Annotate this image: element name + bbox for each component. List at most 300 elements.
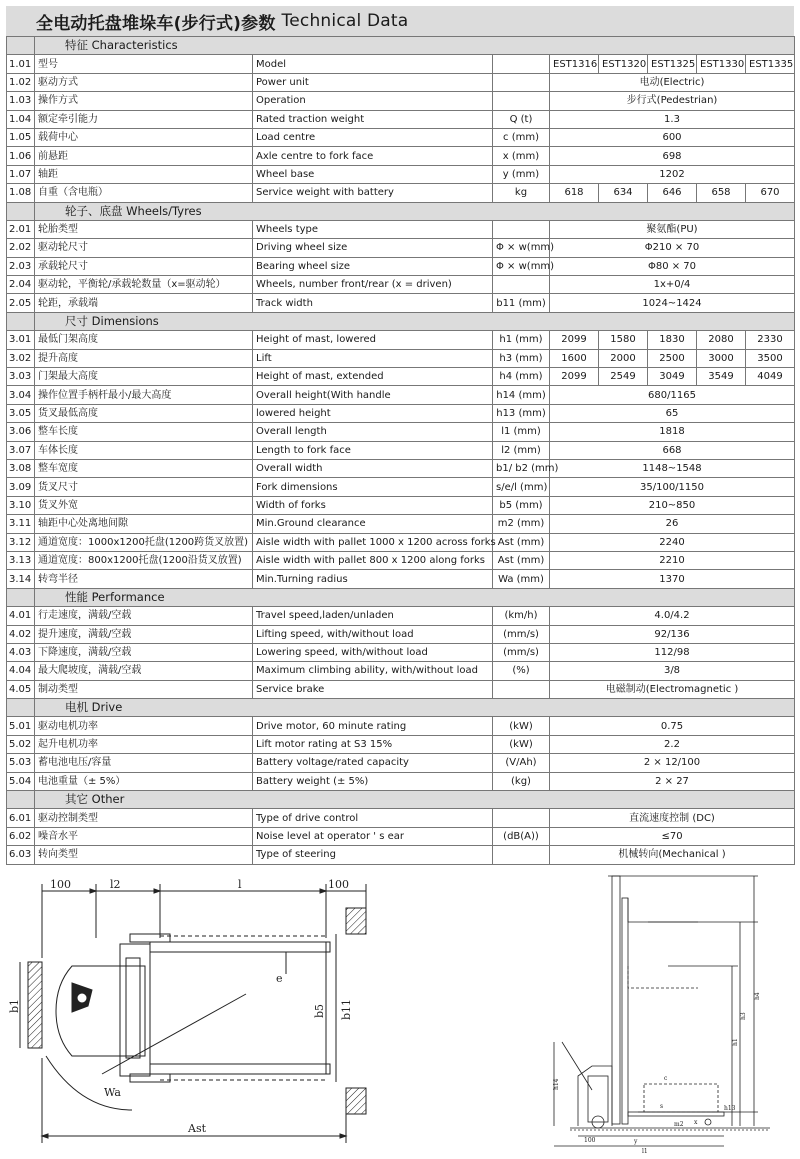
row-value: 2210	[550, 551, 795, 569]
row-number: 4.02	[7, 625, 35, 643]
row-label-cn: 自重（含电瓶）	[35, 184, 253, 202]
row-value: 658	[697, 184, 746, 202]
row-number: 5.03	[7, 754, 35, 772]
row-label-cn: 行走速度，满载/空载	[35, 607, 253, 625]
row-label-cn: 通道宽度：800x1200托盘(1200沿货叉放置)	[35, 551, 253, 569]
row-label-en: Lift motor rating at S3 15%	[253, 735, 493, 753]
row-label-cn: 整车宽度	[35, 459, 253, 477]
side-view-diagram	[548, 870, 788, 1155]
row-label-en: Axle centre to fork face	[253, 147, 493, 165]
row-number: 4.03	[7, 643, 35, 661]
row-number: 3.14	[7, 570, 35, 588]
row-value: 2 × 12/100	[550, 754, 795, 772]
section-header	[7, 791, 795, 809]
row-unit: h4 (mm)	[493, 368, 550, 386]
table-row	[7, 607, 795, 625]
table-row	[7, 625, 795, 643]
row-label-cn: 驱动轮，平衡轮/承载轮数量（x=驱动轮）	[35, 276, 253, 294]
row-value: 634	[599, 184, 648, 202]
row-unit: l2 (mm)	[493, 441, 550, 459]
row-label-en: Min.Turning radius	[253, 570, 493, 588]
row-value: Φ210 × 70	[550, 239, 795, 257]
row-unit: x (mm)	[493, 147, 550, 165]
row-label-cn: 轮距，承载端	[35, 294, 253, 312]
dim-x: x	[694, 1119, 698, 1126]
title-cn: 全电动托盘堆垛车(步行式)参数	[36, 13, 276, 34]
row-label-cn: 货叉最低高度	[35, 404, 253, 422]
section-header	[7, 588, 795, 606]
row-label-en: Model	[253, 55, 493, 73]
row-number: 3.03	[7, 368, 35, 386]
row-label-cn: 轴距中心处离地间隙	[35, 515, 253, 533]
dim-100-right: 100	[328, 878, 349, 891]
row-value: 1580	[599, 331, 648, 349]
row-value: 2549	[599, 368, 648, 386]
row-label-cn: 驱动控制类型	[35, 809, 253, 827]
dim-h1: h1	[732, 1038, 739, 1046]
row-value: EST1325	[648, 55, 697, 73]
row-value: 112/98	[550, 643, 795, 661]
row-unit: b5 (mm)	[493, 496, 550, 514]
row-unit: h1 (mm)	[493, 331, 550, 349]
row-number: 6.01	[7, 809, 35, 827]
row-value: 618	[550, 184, 599, 202]
table-row	[7, 515, 795, 533]
row-label-cn: 转向类型	[35, 846, 253, 864]
row-unit: h3 (mm)	[493, 349, 550, 367]
dim-b1: b1	[8, 998, 21, 1013]
row-label-en: Overall height(With handle	[253, 386, 493, 404]
row-label-en: Travel speed,laden/unladen	[253, 607, 493, 625]
row-value: 600	[550, 128, 795, 146]
section-header	[7, 312, 795, 330]
row-unit: l1 (mm)	[493, 423, 550, 441]
table-row	[7, 404, 795, 422]
row-value: 1370	[550, 570, 795, 588]
row-number: 1.06	[7, 147, 35, 165]
row-label-cn: 轮胎类型	[35, 220, 253, 238]
table-row	[7, 239, 795, 257]
row-value: Φ80 × 70	[550, 257, 795, 275]
row-number: 1.02	[7, 73, 35, 91]
row-value: 2099	[550, 368, 599, 386]
table-row	[7, 680, 795, 698]
dim-wa: Wa	[104, 1086, 121, 1099]
row-label-cn: 操作位置手柄杆最小/最大高度	[35, 386, 253, 404]
row-label-cn: 制动类型	[35, 680, 253, 698]
row-unit	[493, 55, 550, 73]
table-row	[7, 459, 795, 477]
row-label-cn: 型号	[35, 55, 253, 73]
row-label-en: Load centre	[253, 128, 493, 146]
row-unit: kg	[493, 184, 550, 202]
row-number: 1.04	[7, 110, 35, 128]
row-value: 668	[550, 441, 795, 459]
table-row	[7, 147, 795, 165]
row-unit: (mm/s)	[493, 625, 550, 643]
row-value: 2500	[648, 349, 697, 367]
row-unit: (%)	[493, 662, 550, 680]
row-label-cn: 货叉尺寸	[35, 478, 253, 496]
row-value: 1818	[550, 423, 795, 441]
row-value: 698	[550, 147, 795, 165]
row-label-en: Type of drive control	[253, 809, 493, 827]
table-row	[7, 73, 795, 91]
row-value: EST1330	[697, 55, 746, 73]
row-value: 646	[648, 184, 697, 202]
row-number: 1.03	[7, 92, 35, 110]
row-value: 3500	[746, 349, 795, 367]
row-number: 1.01	[7, 55, 35, 73]
row-label-en: Lifting speed, with/without load	[253, 625, 493, 643]
section-blank	[7, 699, 35, 717]
row-label-cn: 货叉外宽	[35, 496, 253, 514]
row-value: 1x+0/4	[550, 276, 795, 294]
row-number: 3.02	[7, 349, 35, 367]
row-label-en: Length to fork face	[253, 441, 493, 459]
row-value: 电磁制动(Electromagnetic )	[550, 680, 795, 698]
row-label-en: Wheels type	[253, 220, 493, 238]
row-label-cn: 前悬距	[35, 147, 253, 165]
row-number: 3.11	[7, 515, 35, 533]
row-unit: (kW)	[493, 717, 550, 735]
row-number: 2.02	[7, 239, 35, 257]
row-label-cn: 载荷中心	[35, 128, 253, 146]
row-value: 机械转向(Mechanical )	[550, 846, 795, 864]
row-label-en: Bearing wheel size	[253, 257, 493, 275]
row-label-cn: 最大爬坡度，满载/空载	[35, 662, 253, 680]
row-number: 1.08	[7, 184, 35, 202]
dim-c: c	[664, 1075, 668, 1082]
row-label-en: Service weight with battery	[253, 184, 493, 202]
row-value: 2240	[550, 533, 795, 551]
section-title: 电机 Drive	[35, 699, 795, 717]
row-value: 3549	[697, 368, 746, 386]
section-header	[7, 699, 795, 717]
table-row	[7, 276, 795, 294]
row-value: 电动(Electric)	[550, 73, 795, 91]
row-value: EST1335	[746, 55, 795, 73]
row-label-en: Battery voltage/rated capacity	[253, 754, 493, 772]
row-value: 65	[550, 404, 795, 422]
dim-h13: h13	[724, 1105, 736, 1112]
section-header	[7, 202, 795, 220]
row-unit: (kW)	[493, 735, 550, 753]
row-value: 2330	[746, 331, 795, 349]
row-unit: s/e/l (mm)	[493, 478, 550, 496]
row-label-en: Aisle width with pallet 1000 x 1200 across forks	[253, 533, 493, 551]
row-label-en: Noise level at operator ' s ear	[253, 827, 493, 845]
dim-ast: Ast	[188, 1122, 207, 1135]
row-label-cn: 提升速度，满载/空载	[35, 625, 253, 643]
row-unit	[493, 73, 550, 91]
row-number: 3.12	[7, 533, 35, 551]
dim-h14: h14	[553, 1078, 560, 1090]
row-number: 3.01	[7, 331, 35, 349]
dim-b11: b11	[340, 998, 353, 1020]
section-title: 轮子、底盘 Wheels/Tyres	[35, 202, 795, 220]
dim-m2: m2	[674, 1121, 684, 1128]
table-row	[7, 184, 795, 202]
row-label-cn: 提升高度	[35, 349, 253, 367]
row-value: 35/100/1150	[550, 478, 795, 496]
row-label-en: Service brake	[253, 680, 493, 698]
row-value: 2080	[697, 331, 746, 349]
row-unit: Wa (mm)	[493, 570, 550, 588]
row-number: 2.03	[7, 257, 35, 275]
row-label-cn: 驱动电机功率	[35, 717, 253, 735]
section-blank	[7, 312, 35, 330]
dim-l1: l1	[642, 1148, 648, 1155]
row-value: 1.3	[550, 110, 795, 128]
table-row	[7, 846, 795, 864]
row-number: 6.03	[7, 846, 35, 864]
row-label-en: Operation	[253, 92, 493, 110]
table-row	[7, 717, 795, 735]
dim-b5: b5	[313, 1003, 326, 1018]
row-unit: (km/h)	[493, 607, 550, 625]
dim-l: l	[238, 878, 242, 891]
table-row	[7, 643, 795, 661]
row-label-cn: 通道宽度：1000x1200托盘(1200跨货叉放置)	[35, 533, 253, 551]
row-number: 3.05	[7, 404, 35, 422]
row-label-cn: 驱动方式	[35, 73, 253, 91]
row-number: 5.01	[7, 717, 35, 735]
table-row	[7, 478, 795, 496]
table-row	[7, 331, 795, 349]
row-label-en: Battery weight (± 5%)	[253, 772, 493, 790]
row-label-en: Overall width	[253, 459, 493, 477]
table-row	[7, 662, 795, 680]
section-blank	[7, 202, 35, 220]
row-label-en: Height of mast, extended	[253, 368, 493, 386]
row-label-en: Fork dimensions	[253, 478, 493, 496]
row-label-en: Width of forks	[253, 496, 493, 514]
row-value: 92/136	[550, 625, 795, 643]
row-value: 3049	[648, 368, 697, 386]
row-value: 2.2	[550, 735, 795, 753]
row-label-en: Track width	[253, 294, 493, 312]
row-number: 3.04	[7, 386, 35, 404]
row-value: 聚氨酯(PU)	[550, 220, 795, 238]
row-unit: Ast (mm)	[493, 551, 550, 569]
row-number: 6.02	[7, 827, 35, 845]
row-number: 4.05	[7, 680, 35, 698]
table-row	[7, 827, 795, 845]
row-value: 1830	[648, 331, 697, 349]
row-number: 3.08	[7, 459, 35, 477]
row-label-en: Lowering speed, with/without load	[253, 643, 493, 661]
row-label-cn: 整车长度	[35, 423, 253, 441]
section-blank	[7, 588, 35, 606]
row-number: 5.02	[7, 735, 35, 753]
row-label-cn: 承载轮尺寸	[35, 257, 253, 275]
title-en: Technical Data	[281, 11, 409, 31]
table-row	[7, 551, 795, 569]
row-number: 4.04	[7, 662, 35, 680]
row-value: EST1320	[599, 55, 648, 73]
row-unit: (dB(A))	[493, 827, 550, 845]
row-label-en: Lift	[253, 349, 493, 367]
row-label-cn: 最低门架高度	[35, 331, 253, 349]
row-value: EST1316	[550, 55, 599, 73]
table-row	[7, 441, 795, 459]
table-row	[7, 423, 795, 441]
dim-s: s	[660, 1103, 664, 1110]
row-unit: (mm/s)	[493, 643, 550, 661]
row-unit: h14 (mm)	[493, 386, 550, 404]
row-number: 2.01	[7, 220, 35, 238]
row-number: 2.05	[7, 294, 35, 312]
dim-h4: h4	[754, 992, 761, 1000]
row-unit: Φ × w(mm)	[493, 257, 550, 275]
dim-l2: l2	[110, 878, 121, 891]
row-unit: b11 (mm)	[493, 294, 550, 312]
table-row	[7, 772, 795, 790]
section-blank	[7, 791, 35, 809]
row-label-en: Drive motor, 60 minute rating	[253, 717, 493, 735]
row-value: 0.75	[550, 717, 795, 735]
table-row	[7, 257, 795, 275]
row-label-en: Maximum climbing ability, with/without load	[253, 662, 493, 680]
row-unit	[493, 92, 550, 110]
row-unit: h13 (mm)	[493, 404, 550, 422]
table-row	[7, 533, 795, 551]
section-title: 特征 Characteristics	[35, 37, 795, 55]
row-value: 4.0/4.2	[550, 607, 795, 625]
dim-y: y	[634, 1138, 638, 1145]
row-number: 3.13	[7, 551, 35, 569]
table-row	[7, 349, 795, 367]
row-number: 2.04	[7, 276, 35, 294]
table-row	[7, 496, 795, 514]
row-value: 2099	[550, 331, 599, 349]
spec-table	[6, 36, 795, 865]
row-number: 5.04	[7, 772, 35, 790]
row-label-cn: 轴距	[35, 165, 253, 183]
row-label-en: Height of mast, lowered	[253, 331, 493, 349]
row-label-en: Wheels, number front/rear (x = driven)	[253, 276, 493, 294]
row-unit	[493, 809, 550, 827]
row-unit	[493, 276, 550, 294]
row-value: ≤70	[550, 827, 795, 845]
row-label-cn: 车体长度	[35, 441, 253, 459]
table-row	[7, 570, 795, 588]
dim-e: e	[276, 972, 283, 985]
row-label-cn: 额定牵引能力	[35, 110, 253, 128]
row-number: 1.05	[7, 128, 35, 146]
table-row	[7, 754, 795, 772]
row-value: 3000	[697, 349, 746, 367]
row-label-cn: 电池重量（± 5%）	[35, 772, 253, 790]
row-value: 步行式(Pedestrian)	[550, 92, 795, 110]
row-value: 4049	[746, 368, 795, 386]
row-value: 2 × 27	[550, 772, 795, 790]
row-number: 3.07	[7, 441, 35, 459]
table-row	[7, 220, 795, 238]
row-number: 1.07	[7, 165, 35, 183]
row-number: 3.09	[7, 478, 35, 496]
row-label-en: Overall length	[253, 423, 493, 441]
row-unit: (kg)	[493, 772, 550, 790]
row-value: 直流速度控制 (DC)	[550, 809, 795, 827]
row-label-cn: 起升电机功率	[35, 735, 253, 753]
table-row	[7, 809, 795, 827]
table-row	[7, 294, 795, 312]
row-unit: Ast (mm)	[493, 533, 550, 551]
row-label-cn: 转弯半径	[35, 570, 253, 588]
table-row	[7, 386, 795, 404]
dim-100-left: 100	[50, 878, 71, 891]
row-label-cn: 蓄电池电压/容量	[35, 754, 253, 772]
row-label-cn: 下降速度，满载/空载	[35, 643, 253, 661]
row-label-en: Wheel base	[253, 165, 493, 183]
row-value: 680/1165	[550, 386, 795, 404]
row-value: 210~850	[550, 496, 795, 514]
dim-h3: h3	[740, 1012, 747, 1020]
row-value: 2000	[599, 349, 648, 367]
row-unit	[493, 220, 550, 238]
row-label-cn: 噪音水平	[35, 827, 253, 845]
row-unit: Φ × w(mm)	[493, 239, 550, 257]
row-value: 3/8	[550, 662, 795, 680]
row-label-cn: 驱动轮尺寸	[35, 239, 253, 257]
row-unit: b1/ b2 (mm)	[493, 459, 550, 477]
page-title	[6, 6, 794, 36]
section-header	[7, 37, 795, 55]
table-row	[7, 92, 795, 110]
row-label-en: Aisle width with pallet 800 x 1200 along forks	[253, 551, 493, 569]
row-label-cn: 操作方式	[35, 92, 253, 110]
section-title: 性能 Performance	[35, 588, 795, 606]
row-label-en: Rated traction weight	[253, 110, 493, 128]
row-label-en: Driving wheel size	[253, 239, 493, 257]
row-number: 3.06	[7, 423, 35, 441]
row-unit: y (mm)	[493, 165, 550, 183]
table-row	[7, 110, 795, 128]
section-title: 其它 Other	[35, 791, 795, 809]
table-row	[7, 368, 795, 386]
row-value: 1148~1548	[550, 459, 795, 477]
section-blank	[7, 37, 35, 55]
row-value: 1202	[550, 165, 795, 183]
row-label-en: Min.Ground clearance	[253, 515, 493, 533]
row-unit: Q (t)	[493, 110, 550, 128]
row-value: 26	[550, 515, 795, 533]
row-value: 670	[746, 184, 795, 202]
row-value: 1024~1424	[550, 294, 795, 312]
top-view-diagram	[10, 878, 385, 1148]
row-unit	[493, 846, 550, 864]
row-label-en: Power unit	[253, 73, 493, 91]
row-label-en: lowered height	[253, 404, 493, 422]
table-row	[7, 128, 795, 146]
row-value: 1600	[550, 349, 599, 367]
row-unit: c (mm)	[493, 128, 550, 146]
table-row	[7, 55, 795, 73]
table-row	[7, 165, 795, 183]
section-title: 尺寸 Dimensions	[35, 312, 795, 330]
row-unit: (V/Ah)	[493, 754, 550, 772]
row-unit	[493, 680, 550, 698]
row-label-cn: 门架最大高度	[35, 368, 253, 386]
row-number: 4.01	[7, 607, 35, 625]
row-unit: m2 (mm)	[493, 515, 550, 533]
row-number: 3.10	[7, 496, 35, 514]
dim-100: 100	[584, 1137, 596, 1144]
row-label-en: Type of steering	[253, 846, 493, 864]
table-row	[7, 735, 795, 753]
